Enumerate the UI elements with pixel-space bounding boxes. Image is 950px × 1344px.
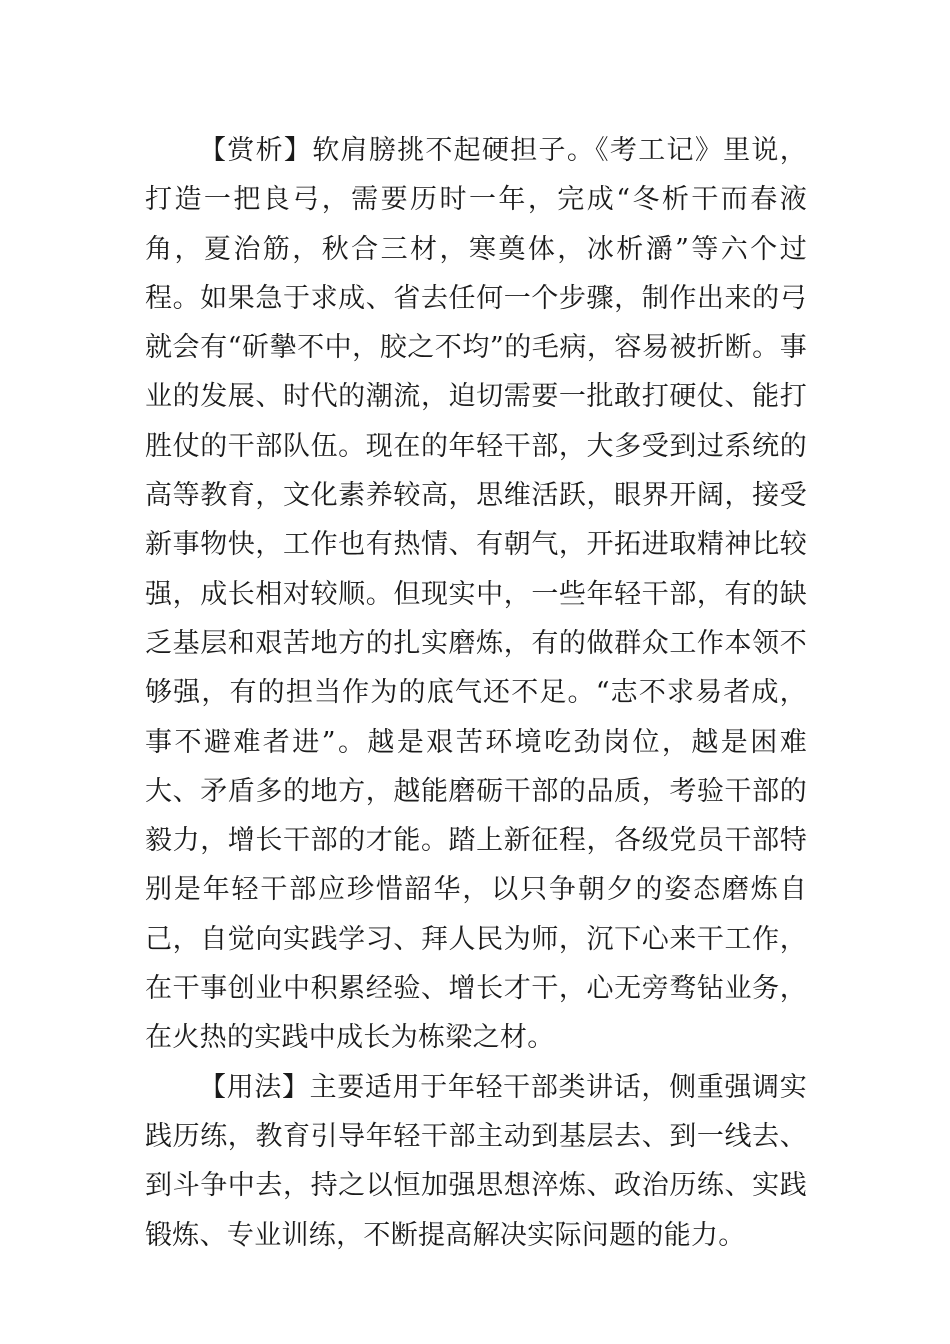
appreciation-text: 软肩膀挑不起硬担子。《考工记》里说，打造一把良弓，需要历时一年，完成“冬析干而春液角，夏治筋，秋合三材，寒奠体，冰析灂”等六个过程。如果急于求成、省去任何一个步骤，制作出来的弓就会有“斫摰不中，胶之不均”的毛病，容易被折断。事业的发展、时代的潮流，迫切需要一批敢打硬仗、能打胜仗的干部队伍。现在的年轻干部，大多受到过系统的高等教育，文化素养较高，思维活跃，眼界开阔，接受新事物快，工作也有热情、有朝气，开拓进取精神比较强，成长相对较顺。但现实中，一些年轻干部，有的缺乏基层和艰苦地方的扎实磨炼，有的做群众工作本领不够强，有的担当作为的底气还不足。“志不求易者成，事不避难者进”。越是艰苦环境吃劲岗位，越是困难大、矛盾多的地方，越能磨砺干部的品质，考验干部的毅力，增长干部的才能。踏上新征程，各级党员干部特别是年轻干部应珍惜韶华，以只争朝夕的姿态磨炼自己，自觉向实践学习、拜人民为师，沉下心来干工作，在干事创业中积累经验、增长才干，心无旁骛钻业务，在火热的实践中成长为栋梁之材。 — [145, 135, 807, 1054]
paragraph-usage — [145, 1063, 807, 1260]
body-text — [145, 126, 807, 1260]
paragraph-appreciation — [145, 126, 807, 1063]
usage-text: 主要适用于年轻干部类讲话，侧重强调实践历练，教育引导年轻干部主动到基层去、到一线去、到斗争中去，持之以恒加强思想淬炼、政治历练、实践锻炼、专业训练，不断提高解决实际问题的能力。 — [145, 1071, 807, 1251]
appreciation-tag: 【赏析】 — [199, 135, 313, 166]
usage-tag: 【用法】 — [199, 1071, 310, 1103]
